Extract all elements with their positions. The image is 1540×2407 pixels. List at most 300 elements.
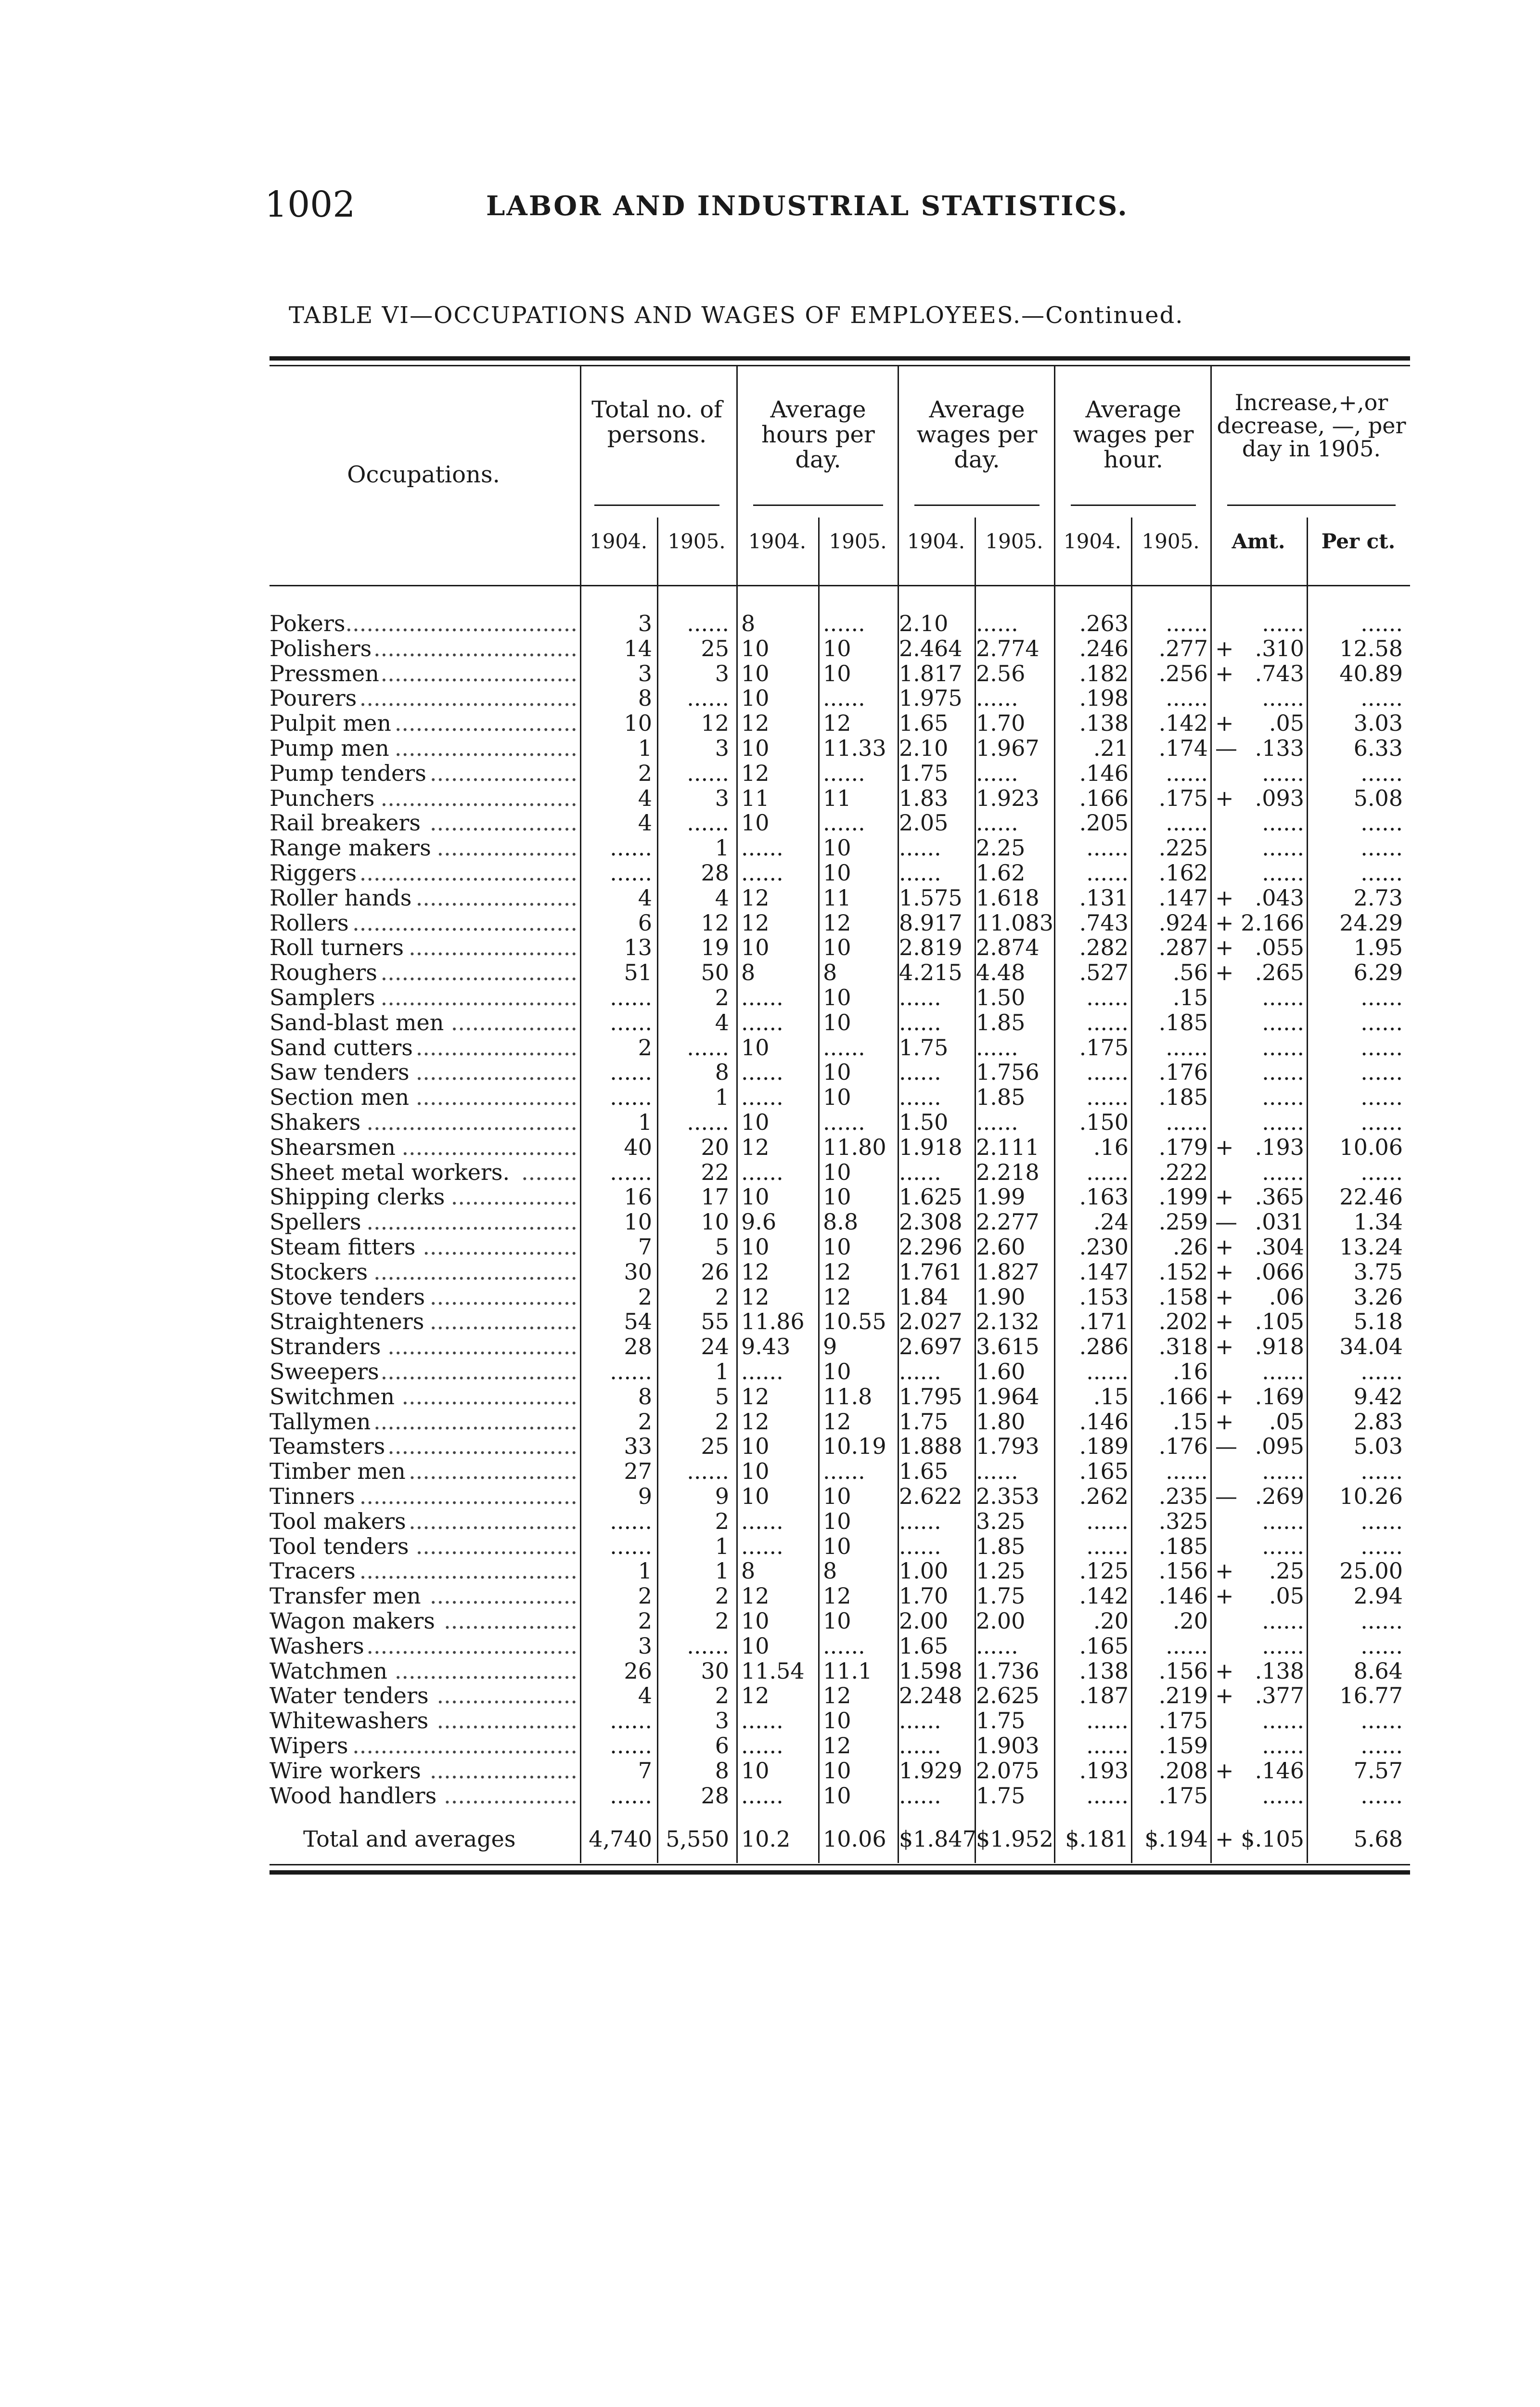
occupation-cell: Pressmen <box>270 660 379 686</box>
subheader-wages-day-1905: 1905. <box>985 530 1043 553</box>
cell-sign <box>1215 1534 1234 1559</box>
subheader-total-1905: 1905. <box>667 530 726 553</box>
occupation-cell: Switchmen <box>270 1383 395 1410</box>
cell-amt: ...... <box>1262 1359 1304 1385</box>
cell-h05: 12 <box>823 1258 851 1285</box>
cell-sign: + <box>1215 1283 1234 1310</box>
cell-h04: ...... <box>741 835 783 861</box>
cell-sign: — <box>1215 1209 1237 1235</box>
cell-wd05: ...... <box>976 760 1018 786</box>
cell-h04: 10 <box>741 810 770 836</box>
table-row <box>270 1759 1410 1784</box>
cell-t04: 7 <box>638 1757 652 1784</box>
cell-sign: — <box>1215 1483 1237 1509</box>
cell-wh04: .150 <box>1079 1109 1129 1135</box>
cell-pct: ...... <box>1360 1533 1403 1559</box>
table-title: TABLE VI—OCCUPATIONS AND WAGES OF EMPLOYEES.—Continued. <box>289 302 1184 329</box>
occupation-cell: Samplers <box>270 984 375 1010</box>
cell-sign: — <box>1215 1433 1237 1460</box>
table-row <box>270 786 1410 811</box>
cell-wd04: 2.10 <box>899 735 949 761</box>
cell-pct: 3.75 <box>1353 1258 1403 1285</box>
table-row <box>270 1309 1410 1334</box>
cell-sign <box>1215 1609 1234 1634</box>
cell-wh05: ...... <box>1166 810 1208 836</box>
occupation-cell: Pourers <box>270 685 357 712</box>
cell-wh04: ...... <box>1086 1733 1129 1759</box>
cell-pct: 3.03 <box>1353 710 1403 737</box>
cell-wh05: .179 <box>1158 1134 1208 1160</box>
occupation-cell: Pump men <box>270 735 389 761</box>
cell-amt: .138 <box>1255 1657 1304 1684</box>
cell-amt: .05 <box>1269 1583 1304 1609</box>
cell-sign <box>1215 686 1234 711</box>
cell-sign: + <box>1215 1333 1234 1360</box>
cell-h04: 10 <box>741 1109 770 1135</box>
cell-wd04: 1.70 <box>899 1583 949 1609</box>
cell-wd05: 2.075 <box>976 1757 1040 1784</box>
cell-h04: 10 <box>741 635 770 661</box>
cell-t05: 12 <box>701 909 729 936</box>
cell-wh05: .142 <box>1158 710 1208 737</box>
cell-h04: 10 <box>741 1234 770 1260</box>
cell-sign: + <box>1215 635 1234 661</box>
table-row <box>270 1559 1410 1584</box>
occupation-cell: Sweepers <box>270 1359 379 1385</box>
cell-wh05: .175 <box>1158 785 1208 811</box>
table-row <box>270 1634 1410 1659</box>
cell-h04: ...... <box>741 1782 783 1809</box>
cell-wh05: .174 <box>1158 735 1208 761</box>
cell-wd05: 2.25 <box>976 835 1026 861</box>
table-row <box>270 1708 1410 1734</box>
cell-t04: 2 <box>638 1283 652 1310</box>
cell-t05: 24 <box>701 1333 729 1360</box>
occupation-cell: Spellers <box>270 1209 361 1235</box>
cell-h04: 12 <box>741 1134 770 1160</box>
cell-h04: ...... <box>741 1359 783 1385</box>
cell-wh04: ...... <box>1086 835 1129 861</box>
cell-t04: 2 <box>638 1034 652 1061</box>
cell-t04: 2 <box>638 1583 652 1609</box>
cell-h05: 10 <box>823 1533 851 1559</box>
cell-wh04: .165 <box>1079 1458 1129 1485</box>
cell-sign <box>1215 1784 1234 1809</box>
subheader-hours-1904: 1904. <box>748 530 807 553</box>
occupation-cell: Pump tenders <box>270 760 426 786</box>
cell-h05: 8.8 <box>823 1209 859 1235</box>
cell-t05: 1 <box>715 1359 729 1385</box>
cell-h05: 9 <box>823 1333 837 1360</box>
cell-h05: 10 <box>823 660 851 686</box>
cell-h05: 12 <box>823 710 851 737</box>
table-row <box>270 736 1410 761</box>
dot-leader: ......................... <box>401 1383 578 1410</box>
cell-t04: 4 <box>638 785 652 811</box>
occupation-cell: Wagon makers <box>270 1608 435 1634</box>
cell-wh04: ...... <box>1086 1359 1129 1385</box>
occupation-cell: Transfer men <box>270 1583 421 1609</box>
cell-t04: ...... <box>610 984 652 1010</box>
header-underline-hours <box>753 505 883 506</box>
page-number: 1002 <box>265 184 356 225</box>
cell-t05: ...... <box>687 610 729 636</box>
subheader-wages-hour-1904: 1904. <box>1063 530 1122 553</box>
cell-sign <box>1215 1509 1234 1534</box>
cell-sign <box>1215 836 1234 861</box>
occupation-cell: Washers <box>270 1632 364 1659</box>
cell-wh04: .527 <box>1079 959 1129 986</box>
dot-leader: .................. <box>450 1184 578 1210</box>
cell-pct: 40.89 <box>1339 660 1403 686</box>
occupation-cell: Steam fitters <box>270 1234 416 1260</box>
cell-wd04: ...... <box>899 1159 941 1185</box>
table-bottom-rule-thick <box>270 1870 1410 1875</box>
cell-wd05: 2.774 <box>976 635 1040 661</box>
page-header <box>265 185 1468 224</box>
cell-wd04: 2.05 <box>899 810 949 836</box>
cell-amt: ...... <box>1262 1059 1304 1086</box>
cell-pct: ...... <box>1360 1009 1403 1035</box>
occupation-cell: Range makers <box>270 835 431 861</box>
cell-pct: ...... <box>1360 610 1403 636</box>
cell-wd04: 1.50 <box>899 1109 949 1135</box>
cell-t05: 9 <box>715 1483 729 1509</box>
cell-t04: 8 <box>638 1383 652 1410</box>
cell-h04: 10 <box>741 685 770 712</box>
table-row <box>270 1584 1410 1609</box>
cell-h04: ...... <box>741 860 783 886</box>
cell-wh05: .162 <box>1158 860 1208 886</box>
cell-wh04: .189 <box>1079 1433 1129 1460</box>
table-row <box>270 1085 1410 1110</box>
cell-amt: .269 <box>1255 1483 1304 1509</box>
cell-wh05: ...... <box>1166 610 1208 636</box>
cell-pct: ...... <box>1360 1034 1403 1061</box>
dot-leader: ........................... <box>387 1433 578 1460</box>
cell-t04: 4 <box>638 1682 652 1709</box>
occupation-cell: Roller hands <box>270 884 412 911</box>
cell-amt: .06 <box>1269 1283 1304 1310</box>
occupation-cell: Timber men <box>270 1458 406 1485</box>
dot-leader: ........ <box>521 1159 578 1185</box>
cell-pct: 24.29 <box>1339 909 1403 936</box>
cell-wh05: .159 <box>1158 1733 1208 1759</box>
cell-wd05: 1.75 <box>976 1583 1026 1609</box>
cell-wd04: 1.888 <box>899 1433 962 1460</box>
cell-pct: ...... <box>1360 1109 1403 1135</box>
cell-wd04: 1.918 <box>899 1134 962 1160</box>
cell-amt: ...... <box>1262 685 1304 712</box>
cell-sign: + <box>1215 1308 1234 1335</box>
cell-sign <box>1215 1359 1234 1385</box>
cell-sign: + <box>1215 1258 1234 1285</box>
cell-wd05: ...... <box>976 610 1018 636</box>
cell-wd04: 2.296 <box>899 1234 962 1260</box>
cell-wd05: 1.25 <box>976 1558 1026 1584</box>
table-row <box>270 1534 1410 1559</box>
cell-wh05: .156 <box>1158 1657 1208 1684</box>
total-t04: 4,740 <box>589 1826 652 1852</box>
dot-leader: ............................... <box>359 1558 578 1584</box>
cell-pct: 5.18 <box>1353 1308 1403 1335</box>
cell-amt: ...... <box>1262 760 1304 786</box>
cell-wh05: .277 <box>1158 635 1208 661</box>
cell-wh05: .924 <box>1158 909 1208 936</box>
cell-pct: 2.73 <box>1353 884 1403 911</box>
running-head: LABOR AND INDUSTRIAL STATISTICS. <box>486 190 1129 222</box>
cell-wh04: ...... <box>1086 860 1129 886</box>
occupation-cell: Tool tenders <box>270 1533 409 1559</box>
cell-t05: 17 <box>701 1184 729 1210</box>
occupation-cell: Tallymen <box>270 1408 371 1435</box>
cell-wh05: .175 <box>1158 1708 1208 1734</box>
cell-t04: ...... <box>610 835 652 861</box>
cell-pct: 22.46 <box>1339 1184 1403 1210</box>
cell-pct: ...... <box>1360 810 1403 836</box>
cell-pct: 10.06 <box>1339 1134 1403 1160</box>
cell-h05: 10 <box>823 635 851 661</box>
cell-h04: ...... <box>741 1159 783 1185</box>
table-row <box>270 1434 1410 1459</box>
cell-wd04: 2.464 <box>899 635 962 661</box>
dot-leader: .......................... <box>394 1657 578 1684</box>
cell-t05: 8 <box>715 1757 729 1784</box>
cell-t04: ...... <box>610 860 652 886</box>
cell-t05: ...... <box>687 1109 729 1135</box>
cell-wd04: ...... <box>899 1084 941 1111</box>
cell-wd04: 8.917 <box>899 909 962 936</box>
dot-leader: .................... <box>436 835 578 861</box>
occupation-cell: Wipers <box>270 1733 348 1759</box>
cell-wh05: .259 <box>1158 1209 1208 1235</box>
cell-pct: ...... <box>1360 1782 1403 1809</box>
cell-pct: 13.24 <box>1339 1234 1403 1260</box>
header-hours: Average hours per day. <box>761 396 875 473</box>
table-row <box>270 836 1410 861</box>
cell-wh05: .175 <box>1158 1782 1208 1809</box>
cell-amt: ...... <box>1262 1708 1304 1734</box>
cell-h05: 10 <box>823 1483 851 1509</box>
cell-amt: ...... <box>1262 1458 1304 1485</box>
cell-wd05: 2.277 <box>976 1209 1040 1235</box>
cell-h05: ...... <box>823 1458 865 1485</box>
cell-pct: ...... <box>1360 1059 1403 1086</box>
subheader-wages-hour-1905: 1905. <box>1142 530 1200 553</box>
cell-amt: ...... <box>1262 1533 1304 1559</box>
cell-wd04: 4.215 <box>899 959 962 986</box>
table-row <box>270 1683 1410 1708</box>
table-row <box>270 1035 1410 1061</box>
cell-wh05: .56 <box>1172 959 1208 986</box>
dot-leader: ....................... <box>415 1084 578 1111</box>
table-row <box>270 1784 1410 1809</box>
cell-t04: ...... <box>610 1159 652 1185</box>
cell-wh04: .182 <box>1079 660 1129 686</box>
cell-wd04: ...... <box>899 860 941 886</box>
cell-wh05: .185 <box>1158 1009 1208 1035</box>
dot-leader: .............................. <box>366 1209 578 1235</box>
cell-h04: 8 <box>741 959 756 986</box>
cell-amt: ...... <box>1262 1034 1304 1061</box>
cell-wd05: 3.25 <box>976 1508 1026 1534</box>
cell-sign: + <box>1215 909 1234 936</box>
cell-h05: 12 <box>823 909 851 936</box>
total-h05: 10.06 <box>823 1826 886 1852</box>
occupation-cell: Rollers <box>270 909 349 936</box>
cell-amt: ...... <box>1262 1109 1304 1135</box>
cell-wd04: 2.027 <box>899 1308 962 1335</box>
cell-h04: 11.86 <box>741 1308 805 1335</box>
cell-wd04: 1.975 <box>899 685 962 712</box>
cell-wh05: .208 <box>1158 1757 1208 1784</box>
cell-wd05: ...... <box>976 810 1018 836</box>
cell-sign <box>1215 1110 1234 1135</box>
dot-leader: ....................... <box>415 1034 578 1061</box>
dot-leader: ................... <box>444 1608 578 1634</box>
dot-leader: ..................... <box>429 1283 578 1310</box>
cell-wh04: .230 <box>1079 1234 1129 1260</box>
cell-t04: ...... <box>610 1059 652 1086</box>
occupation-cell: Water tenders <box>270 1682 429 1709</box>
occupation-cell: Punchers <box>270 785 375 811</box>
cell-t04: 51 <box>624 959 652 986</box>
dot-leader: ..................... <box>429 1757 578 1784</box>
dot-leader: ............................ <box>380 959 578 986</box>
cell-wd04: ...... <box>899 1708 941 1734</box>
cell-wd05: 2.56 <box>976 660 1026 686</box>
table-row <box>270 1410 1410 1435</box>
table-row <box>270 1060 1410 1085</box>
cell-pct: ...... <box>1360 1733 1403 1759</box>
cell-wh04: .16 <box>1093 1134 1129 1160</box>
cell-pct: ...... <box>1360 1632 1403 1659</box>
cell-t05: 25 <box>701 1433 729 1460</box>
cell-sign <box>1215 1459 1234 1484</box>
cell-h04: 10 <box>741 735 770 761</box>
cell-wd04: 1.00 <box>899 1558 949 1584</box>
occupation-cell: Wire workers <box>270 1757 421 1784</box>
table-row <box>270 1010 1410 1035</box>
cell-wh05: .166 <box>1158 1383 1208 1410</box>
cell-t04: 2 <box>638 760 652 786</box>
cell-t05: 4 <box>715 1009 729 1035</box>
cell-wh05: .256 <box>1158 660 1208 686</box>
cell-t05: 6 <box>715 1733 729 1759</box>
cell-wh05: .158 <box>1158 1283 1208 1310</box>
cell-pct: ...... <box>1360 1159 1403 1185</box>
table-row <box>270 911 1410 936</box>
cell-wh04: .282 <box>1079 934 1129 961</box>
cell-amt: .055 <box>1255 934 1304 961</box>
cell-pct: 2.83 <box>1353 1408 1403 1435</box>
cell-wd05: 11.083 <box>976 909 1053 936</box>
dot-leader: ......................... <box>401 1134 578 1160</box>
cell-wh05: ...... <box>1166 1458 1208 1485</box>
cell-wh04: ...... <box>1086 984 1129 1010</box>
dot-leader: ............................... <box>359 1483 578 1509</box>
cell-pct: ...... <box>1360 1608 1403 1634</box>
cell-pct: 5.03 <box>1353 1433 1403 1460</box>
table-row <box>270 886 1410 911</box>
dot-leader: ....................... <box>415 1533 578 1559</box>
cell-wh04: .205 <box>1079 810 1129 836</box>
cell-wh04: ...... <box>1086 1782 1129 1809</box>
cell-pct: ...... <box>1360 984 1403 1010</box>
dot-leader: ........................ <box>409 934 578 961</box>
cell-t04: 3 <box>638 1632 652 1659</box>
cell-wd05: 1.736 <box>976 1657 1040 1684</box>
cell-amt: .365 <box>1255 1184 1304 1210</box>
cell-amt: ...... <box>1262 1733 1304 1759</box>
cell-t04: 27 <box>624 1458 652 1485</box>
cell-wd04: 1.817 <box>899 660 962 686</box>
occupation-cell: Stranders <box>270 1333 381 1360</box>
cell-t05: 5 <box>715 1234 729 1260</box>
total-row <box>270 1825 1410 1853</box>
cell-amt: .193 <box>1255 1134 1304 1160</box>
cell-sign: + <box>1215 1558 1234 1584</box>
cell-wd05: 1.75 <box>976 1708 1026 1734</box>
cell-pct: ...... <box>1360 835 1403 861</box>
cell-wd05: 1.70 <box>976 710 1026 737</box>
dot-leader: ...................... <box>423 1234 578 1260</box>
occupation-cell: Shipping clerks <box>270 1184 445 1210</box>
table-bottom-rule-thin <box>270 1864 1410 1865</box>
occupation-cell: Sand-blast men <box>270 1009 444 1035</box>
cell-t05: 5 <box>715 1383 729 1410</box>
header-occupations: Occupations. <box>347 461 500 488</box>
total-amt: $.105 <box>1241 1826 1304 1852</box>
cell-wh05: .152 <box>1158 1258 1208 1285</box>
cell-amt: .031 <box>1255 1209 1304 1235</box>
cell-amt: ...... <box>1262 1508 1304 1534</box>
cell-wh04: .146 <box>1079 760 1129 786</box>
cell-sign: + <box>1215 1657 1234 1684</box>
cell-h05: 11 <box>823 884 851 911</box>
cell-pct: 1.95 <box>1353 934 1403 961</box>
total-sign: + <box>1215 1826 1234 1852</box>
table-row <box>270 1459 1410 1484</box>
cell-h04: 9.43 <box>741 1333 791 1360</box>
cell-t04: 2 <box>638 1608 652 1634</box>
cell-wd05: 1.60 <box>976 1359 1026 1385</box>
cell-h04: 8 <box>741 1558 756 1584</box>
cell-sign <box>1215 1160 1234 1185</box>
cell-wd04: 2.819 <box>899 934 962 961</box>
dot-leader: ........................ <box>409 1508 578 1534</box>
cell-sign: — <box>1215 735 1237 761</box>
cell-wd04: 1.75 <box>899 1408 949 1435</box>
cell-amt: .310 <box>1255 635 1304 661</box>
cell-wd05: 2.60 <box>976 1234 1026 1260</box>
cell-wh04: .131 <box>1079 884 1129 911</box>
cell-t04: 7 <box>638 1234 652 1260</box>
cell-h05: 8 <box>823 1558 837 1584</box>
cell-wd05: 1.50 <box>976 984 1026 1010</box>
total-wd05: $1.952 <box>976 1826 1053 1852</box>
dot-leader: ................... <box>444 1782 578 1809</box>
cell-h04: 9.6 <box>741 1209 777 1235</box>
cell-wh05: .287 <box>1158 934 1208 961</box>
cell-t04: 13 <box>624 934 652 961</box>
cell-amt: ...... <box>1262 1632 1304 1659</box>
cell-t04: 30 <box>624 1258 652 1285</box>
table-top-rule-thin <box>270 365 1410 366</box>
dot-leader: ............................. <box>373 635 578 661</box>
cell-h04: 12 <box>741 884 770 911</box>
cell-h04: ...... <box>741 1084 783 1111</box>
